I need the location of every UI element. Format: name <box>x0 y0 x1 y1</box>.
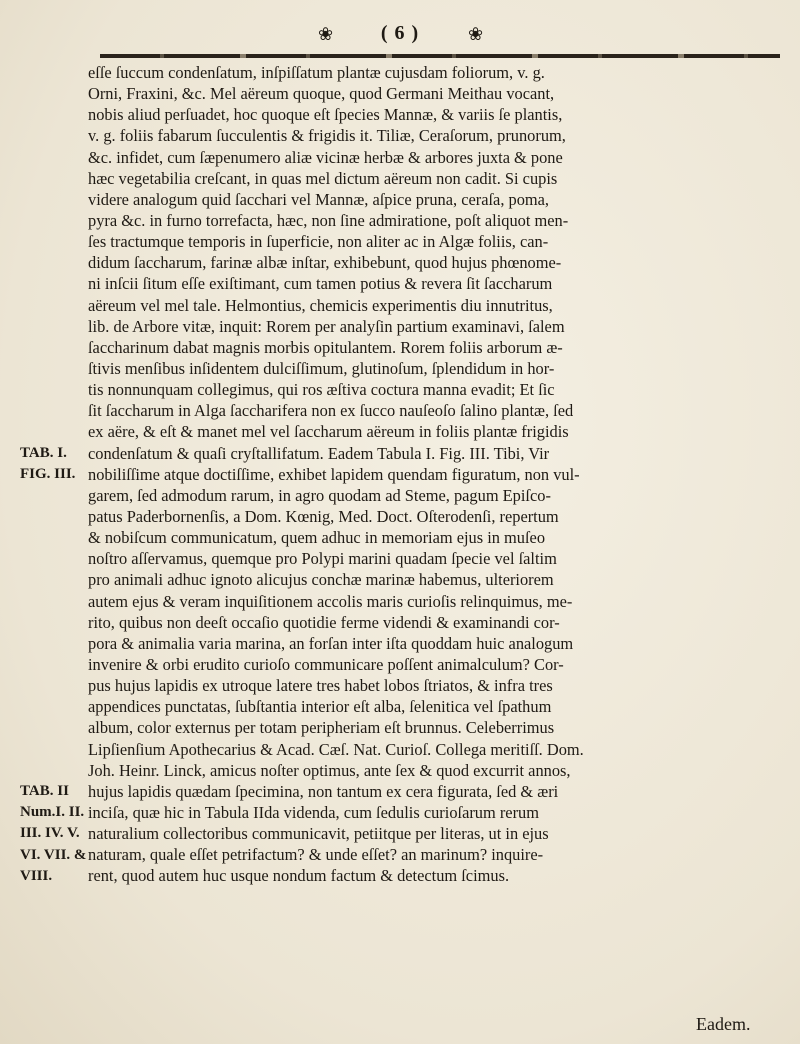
text-line: rito, quibus non deeſt occaſio quotidie ferme videndi & examinandi cor- <box>88 612 560 632</box>
ornament-right-icon: ❀ <box>468 24 484 45</box>
text-line: nobis aliud perſuadet, hoc quoque eſt ſpecies Mannæ, & variis ſe plantis, <box>88 105 563 125</box>
text-line: inciſa, quæ hic in Tabula IIda videnda, cum ſedulis curioſarum rerum <box>88 802 539 822</box>
text-line: ex aëre, & eſt & manet mel vel ſaccharum aëreum in foliis plantæ frigidis <box>88 422 569 442</box>
text-line: ſes tractumque temporis in ſuperficie, non aliter ac in Algæ foliis, can- <box>88 232 549 252</box>
text-line: ſtivis menſibus inſidentem dulciſſimum, glutinoſum, ſplendidum in hor- <box>88 358 555 378</box>
text-line: ſaccharinum dabat magnis morbis opitulantem. Rorem foliis arborum æ- <box>88 337 563 357</box>
text-line: garem, ſed admodum rarum, in agro quodam ad Steme, pagum Epiſco- <box>88 485 551 505</box>
text-line: appendices punctatas, ſubſtantia interior eſt alba, ſelenitica vel ſpathum <box>88 697 552 717</box>
page-header <box>0 18 800 58</box>
text-line: autem ejus & veram inquiſitionem accolis maris curioſis relinquimus, me- <box>88 591 573 611</box>
margin-note: FIG. III. <box>20 465 76 482</box>
text-line: didum ſaccharum, farinæ albæ inſtar, exhibebunt, quod hujus phœnome- <box>88 253 562 273</box>
header-rule <box>100 54 780 58</box>
text-line: eſſe ſuccum condenſatum, inſpiſſatum plantæ cujusdam foliorum, v. g. <box>88 63 545 82</box>
text-line: album, color externus per totam peripheriam eſt brunnus. Celeberrimus <box>88 718 555 738</box>
text-line: lib. de Arbore vitæ, inquit: Rorem per analyſin partium examinavi, ſalem <box>88 316 565 336</box>
margin-note: III. IV. V. <box>20 825 80 842</box>
text-line: hæc vegetabilia creſcant, in quas mel dictum aëreum non cadit. Si cupis <box>88 168 558 188</box>
text-line: pora & animalia varia marina, an forſan inter iſta quoddam huic analogum <box>88 633 574 653</box>
margin-note: TAB. I. <box>20 444 67 461</box>
text-line: pyra &c. in furno torrefacta, hæc, non ſine admiratione, poſt aliquot men- <box>88 210 569 230</box>
page-number: ( 6 ) <box>380 22 420 44</box>
ornament-left-icon: ❀ <box>318 24 334 45</box>
text-line: aëreum vel mel tale. Helmontius, chemicis experimentis diu innutritus, <box>88 295 553 315</box>
text-line: condenſatum & quaſi cryſtallifatum. Eadem Tabula I. Fig. III. Tibi, Vir <box>88 443 550 463</box>
margin-note: Num.I. II. <box>20 804 85 821</box>
text-line: & nobiſcum communicatum, quem adhuc in memoriam ejus in muſeo <box>88 528 546 548</box>
text-line: v. g. foliis fabarum ſucculentis & frigidis it. Tiliæ, Ceraſorum, prunorum, <box>88 126 566 146</box>
text-line: ſit ſaccharum in Alga ſaccharifera non ex ſucco nauſeoſo ſalino plantæ, ſed <box>88 401 574 421</box>
margin-note: VIII. <box>20 867 53 884</box>
text-line: naturam, quale eſſet petrifactum? & unde eſſet? an marinum? inquire- <box>88 845 544 865</box>
text-line: tis nonnunquam collegimus, qui ros æſtiva coctura manna evadit; Et ſic <box>88 380 555 400</box>
text-line: naturalium collectoribus communicavit, petiitque per literas, ut in ejus <box>88 824 549 844</box>
catchword: Eadem. <box>696 1014 751 1034</box>
text-line: &c. infidet, cum ſæpenumero aliæ vicinæ herbæ & arbores juxta & pone <box>88 147 563 167</box>
text-line: noſtro aſſervamus, quemque pro Polypi marini quadam ſpecie vel ſaltim <box>88 549 557 569</box>
text-line: pro animali adhuc ignoto alicujus conchæ marinæ habemus, ulteriorem <box>88 570 554 590</box>
text-line: nobiliſſime atque doctiſſime, exhibet lapidem quendam figuratum, non vul- <box>88 464 580 484</box>
text-line: rent, quod autem huc usque nondum factum & detectum ſcimus. <box>88 866 510 886</box>
text-line: hujus lapidis quædam ſpecimina, non tantum ex cera figurata, ſed & æri <box>88 781 559 801</box>
text-line: ni inſcii ſitum eſſe exiſtimant, cum tamen potius & revera ſit ſaccharum <box>88 274 553 294</box>
text-line: pus hujus lapidis ex utroque latere tres habet lobos ſtriatos, & infra tres <box>88 676 553 696</box>
text-line: patus Paderbornenſis, a Dom. Kœnig, Med. Doct. Oſterodenſi, repertum <box>88 506 559 526</box>
margin-note: VI. VII. & <box>20 846 87 863</box>
text-line: Orni, Fraxini, &c. Mel aëreum quoque, quod Germani Meithau vocant, <box>88 84 555 104</box>
text-line: Lipſienſium Apothecarius & Acad. Cæſ. Nat. Curioſ. Collega meritiſſ. Dom. <box>88 739 584 759</box>
body-text <box>88 62 782 886</box>
text-line: invenire & orbi erudito curioſo communicare poſſent animalculum? Cor- <box>88 654 564 674</box>
text-line: Joh. Heinr. Linck, amicus noſter optimus, ante ſex & quod excurrit annos, <box>88 760 571 780</box>
margin-note: TAB. II <box>20 783 69 800</box>
text-line: videre analogum quid ſacchari vel Mannæ, aſpice pruna, ceraſa, poma, <box>88 189 550 209</box>
